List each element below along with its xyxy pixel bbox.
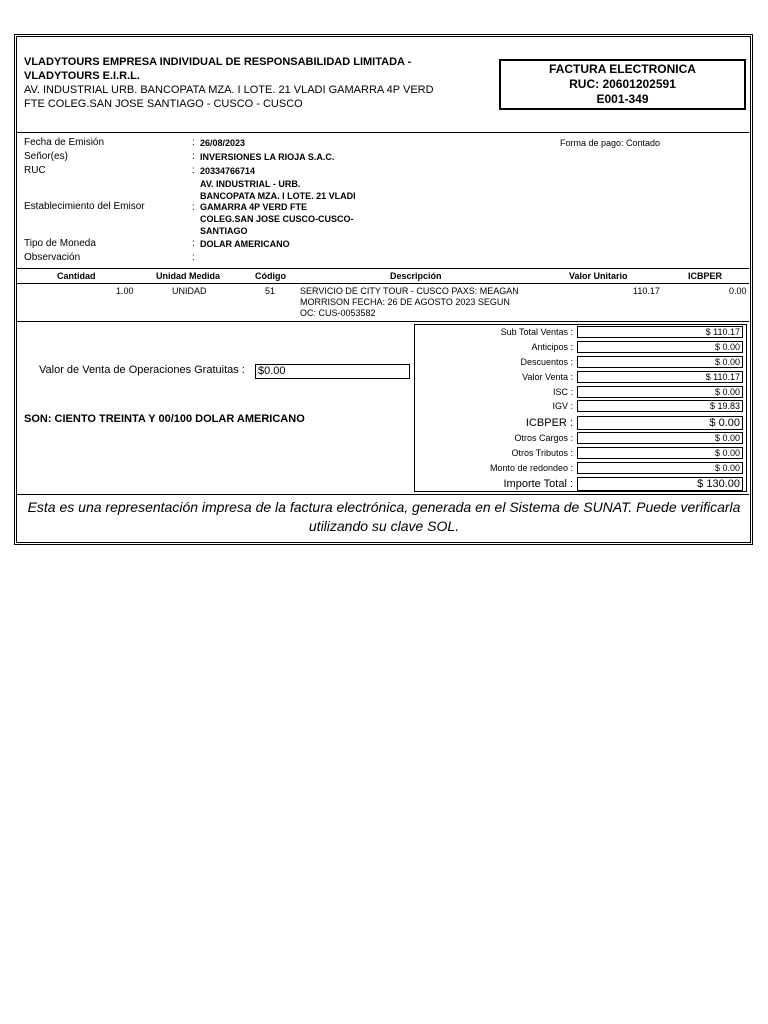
total-label: Valor Venta : (522, 372, 573, 382)
gratuitas-label: Valor de Venta de Operaciones Gratuitas : (39, 364, 245, 376)
colon: : (192, 238, 195, 249)
th-icbper: ICBPER (688, 271, 723, 281)
senor-label: Señor(es) (24, 151, 68, 162)
gratuitas-field: $0.00 (255, 364, 410, 379)
total-value: $ 0.00 (577, 341, 743, 353)
total-value: $ 19.83 (577, 400, 743, 412)
row-valor-unitario: 110.17 (633, 286, 660, 296)
comprobante-box (499, 59, 746, 110)
comprobante-ruc: RUC: 20601202591 (569, 77, 676, 91)
forma-pago: Forma de pago: Contado (560, 138, 661, 148)
total-value: $ 0.00 (577, 432, 743, 444)
establecimiento-line-1: AV. INDUSTRIAL - URB. (200, 179, 301, 189)
row-codigo: 51 (265, 286, 276, 296)
senor-value: INVERSIONES LA RIOJA S.A.C. (200, 152, 335, 162)
sunat-note: Esta es una representación impresa de la factura electrónica, generada en el Sistema de SUNAT. Puede verificarla utilizando su clave SOL. (27, 499, 741, 534)
total-label: Importe Total : (503, 478, 573, 490)
total-label: Anticipos : (531, 342, 573, 352)
moneda-label: Tipo de Moneda (24, 238, 96, 249)
total-label: Descuentos : (520, 357, 573, 367)
total-value: $ 0.00 (577, 416, 743, 430)
row-unidad: UNIDAD (172, 286, 207, 296)
establecimiento-line-5: SANTIAGO (200, 226, 248, 236)
observacion-label: Observación (24, 252, 81, 263)
establecimiento-line-3: GAMARRA 4P VERD FTE (200, 202, 308, 212)
th-unidad: Unidad Medida (156, 271, 221, 281)
header-divider (16, 132, 749, 133)
colon: : (192, 137, 195, 148)
row-icbper: 0.00 (729, 286, 747, 296)
row-descripcion-2: MORRISON FECHA: 26 DE AGOSTO 2023 SEGUN (300, 297, 510, 307)
establecimiento-line-2: BANCOPATA MZA. I LOTE. 21 VLADI (200, 191, 356, 201)
son-importe-letras: SON: CIENTO TREINTA Y 00/100 DOLAR AMERICANO (24, 413, 305, 425)
colon: : (192, 202, 195, 213)
colon: : (192, 165, 195, 176)
moneda-value: DOLAR AMERICANO (200, 239, 290, 249)
footer-divider (16, 494, 749, 495)
total-value: $ 110.17 (577, 371, 743, 383)
total-value: $ 130.00 (577, 477, 743, 491)
total-label: ISC : (552, 387, 573, 397)
total-label: Otros Cargos : (514, 433, 573, 443)
colon: : (192, 151, 195, 162)
row-descripcion-1: SERVICIO DE CITY TOUR - CUSCO PAXS: MEAGAN (300, 286, 519, 296)
total-label: IGV : (552, 401, 573, 411)
total-label: Otros Tributos : (511, 448, 573, 458)
total-value: $ 0.00 (577, 356, 743, 368)
th-codigo: Código (255, 271, 286, 281)
total-value: $ 0.00 (577, 447, 743, 459)
emisor-nombre: VLADYTOURS EMPRESA INDIVIDUAL DE RESPONSABILIDAD LIMITADA - VLADYTOURS E.I.R.L. (24, 56, 412, 82)
th-cantidad: Cantidad (57, 271, 96, 281)
table-header-line (16, 283, 749, 284)
table-bottom-line (16, 321, 749, 322)
ruc-value: 20334766714 (200, 166, 256, 176)
th-descripcion: Descripción (390, 271, 442, 281)
total-value: $ 110.17 (577, 326, 743, 338)
total-label: Monto de redondeo : (489, 463, 573, 473)
total-value: $ 0.00 (577, 462, 743, 474)
row-descripcion-3: OC: CUS-0053582 (300, 308, 376, 318)
total-value: $ 0.00 (577, 386, 743, 398)
colon: : (192, 252, 195, 263)
comprobante-tipo: FACTURA ELECTRONICA (549, 62, 696, 76)
total-label: ICBPER : (525, 417, 573, 429)
comprobante-numero: E001-349 (596, 92, 649, 106)
table-top-line (16, 268, 749, 269)
total-label: Sub Total Ventas : (500, 327, 573, 337)
establecimiento-line-4: COLEG.SAN JOSE CUSCO-CUSCO- (200, 214, 354, 224)
establecimiento-label: Establecimiento del Emisor (24, 201, 145, 212)
emisor-direccion: AV. INDUSTRIAL URB. BANCOPATA MZA. I LOTE. 21 VLADI GAMARRA 4P VERD FTE COLEG.SAN JOSE SANTIAGO - CUSCO - CUSCO (24, 84, 434, 110)
ruc-label: RUC (24, 165, 46, 176)
fecha-value: 26/08/2023 (200, 138, 246, 148)
th-valor-unitario: Valor Unitario (569, 271, 628, 281)
row-cantidad: 1.00 (116, 286, 134, 296)
fecha-label: Fecha de Emisión (24, 137, 105, 148)
